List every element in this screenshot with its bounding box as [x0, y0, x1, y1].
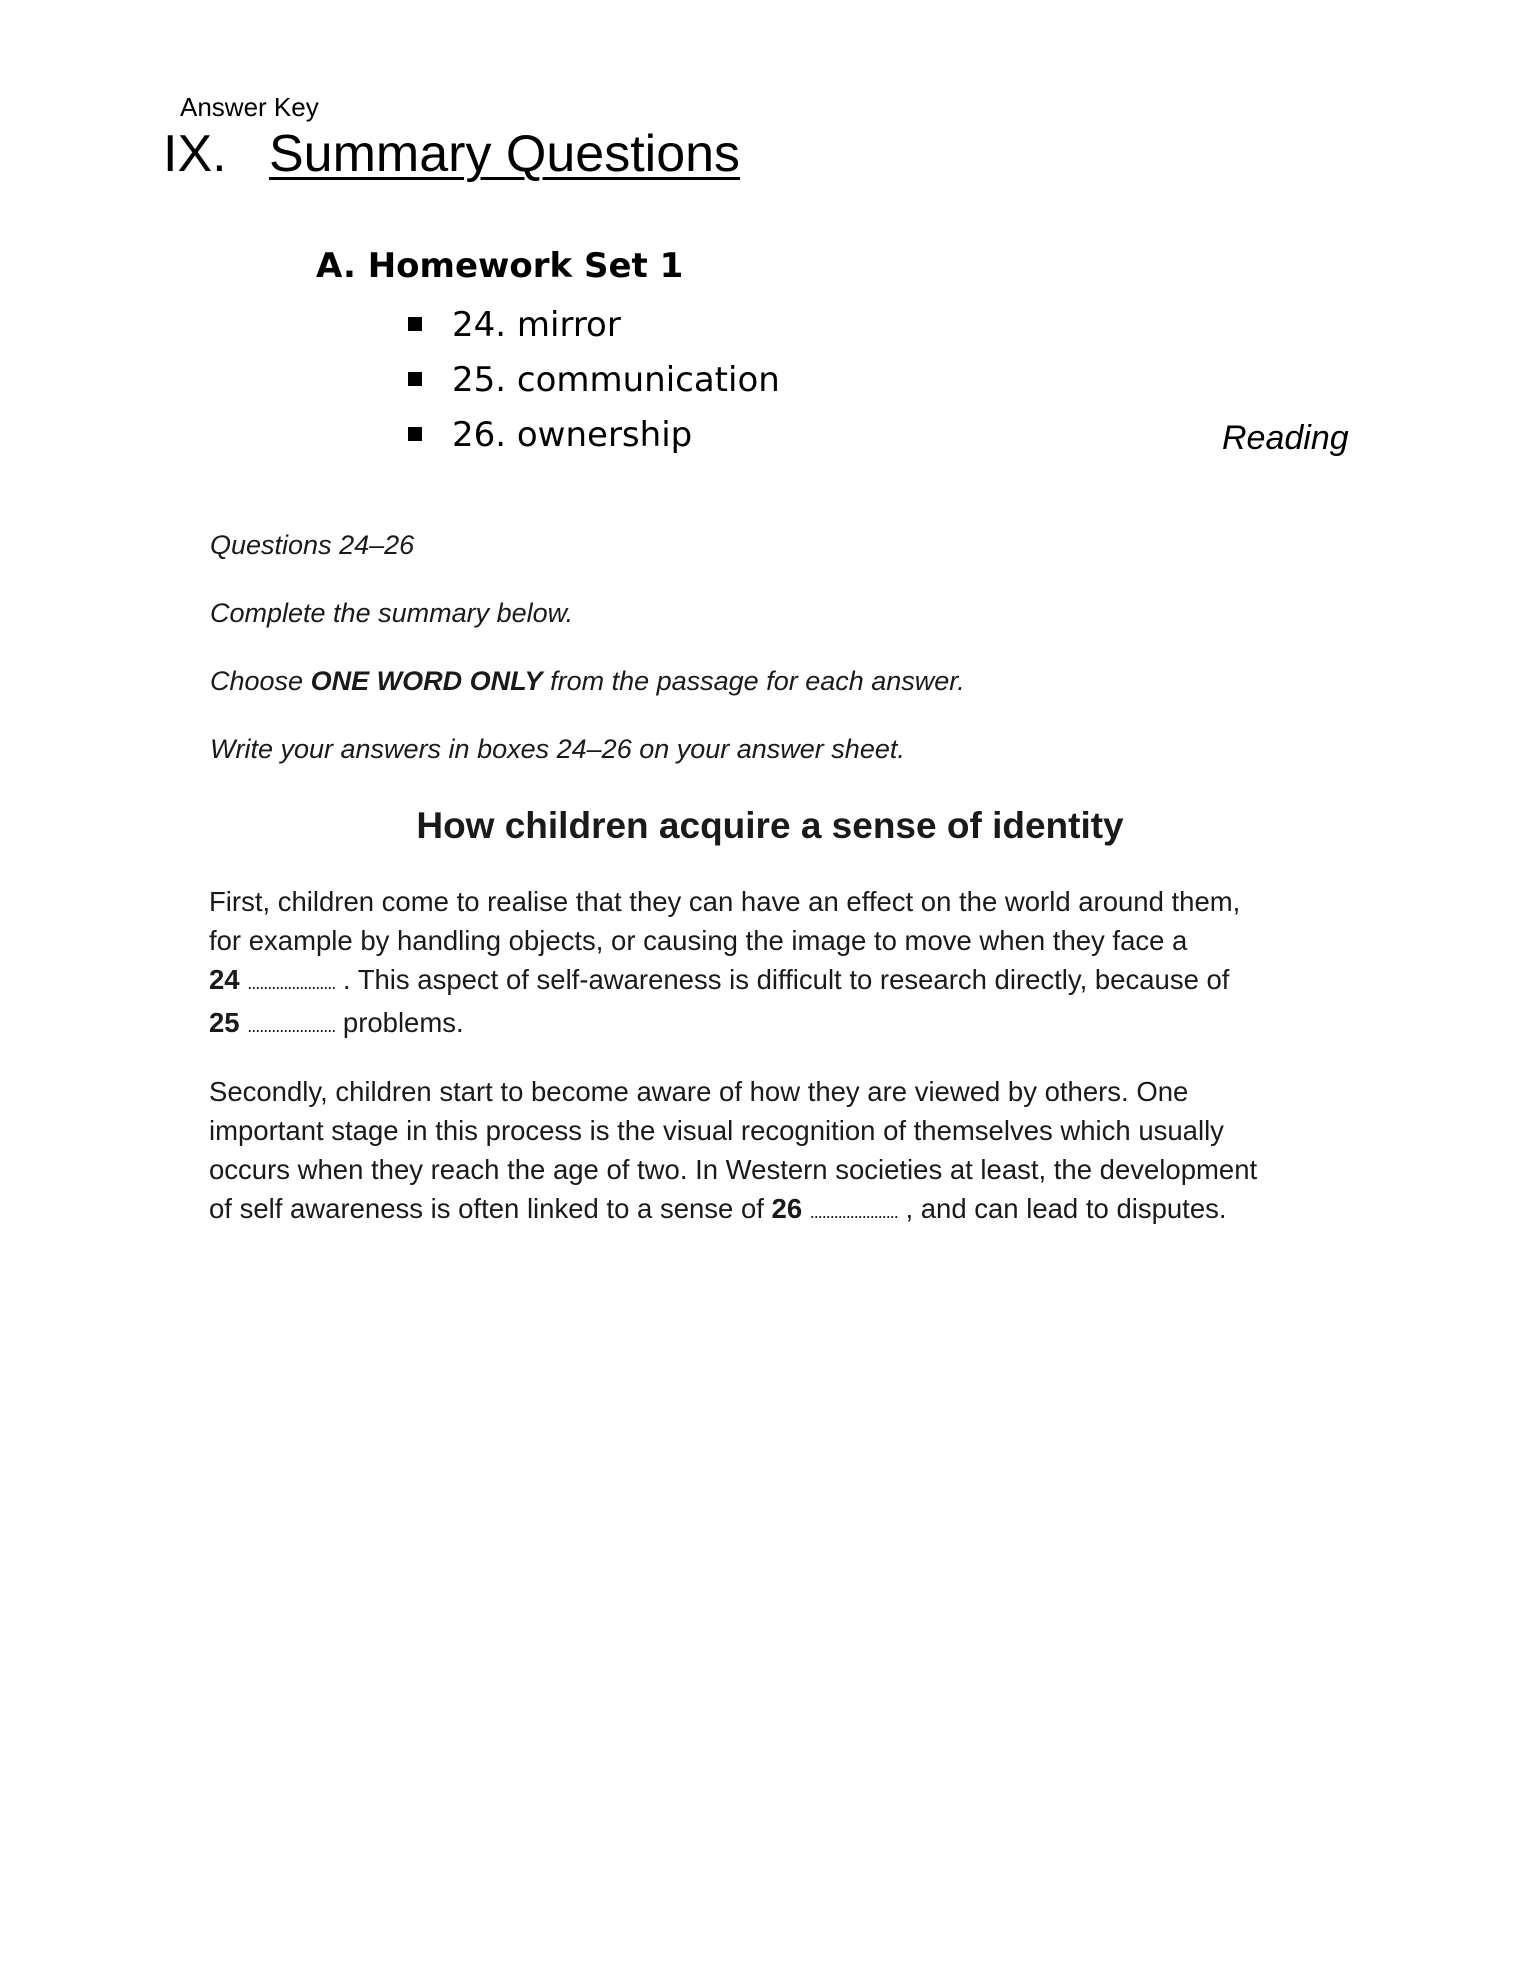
- gap-number-25: 25: [209, 1007, 240, 1038]
- cropped-page-label: Reading: [1222, 419, 1349, 457]
- section-title: Summary Questions: [269, 125, 741, 183]
- square-bullet-icon: [408, 372, 422, 386]
- gap-number-24: 24: [209, 964, 240, 995]
- answer-key-label: Answer Key: [180, 92, 319, 122]
- instruction-choose: Choose ONE WORD ONLY from the passage for each answer.: [210, 666, 965, 696]
- answer-list: [408, 298, 780, 463]
- answer-item: [408, 298, 780, 353]
- instruction-write: Write your answers in boxes 24–26 on your answer sheet.: [210, 734, 905, 764]
- answer-gap-24: ......................: [247, 973, 336, 993]
- answer-item: [408, 353, 780, 408]
- summary-paragraph-1: First, children come to realise that they can have an effect on the world around them, for example by handling objects, or causing the image to move when they face a 24 ...................... . This aspect of self-awareness is difficult to research directly, because of 25 ...................... problems.: [209, 886, 1241, 1038]
- section-heading: [163, 124, 740, 184]
- answer-text: 25. communication: [452, 360, 780, 400]
- questions-range: Questions 24–26: [210, 530, 415, 560]
- homework-set-title: A. Homework Set 1: [316, 246, 684, 286]
- answer-text: 24. mirror: [452, 305, 621, 345]
- summary-paragraph-2: Secondly, children start to become aware of how they are viewed by others. One important stage in this process is the visual recognition of themselves which usually occurs when they reach the age of two. In Western societies at least, the development of self awareness is often linked to a sense of 26 ...................... , and can lead to disputes.: [209, 1076, 1258, 1224]
- answer-gap-25: ......................: [247, 1016, 336, 1036]
- section-number: IX.: [163, 125, 227, 183]
- passage-title: How children acquire a sense of identity: [416, 805, 1124, 846]
- square-bullet-icon: [408, 427, 422, 441]
- answer-text: 26. ownership: [452, 415, 693, 455]
- square-bullet-icon: [408, 317, 422, 331]
- answer-gap-26: ......................: [809, 1202, 898, 1222]
- answer-item: [408, 408, 780, 463]
- instruction-complete: Complete the summary below.: [210, 598, 574, 628]
- gap-number-26: 26: [771, 1193, 803, 1224]
